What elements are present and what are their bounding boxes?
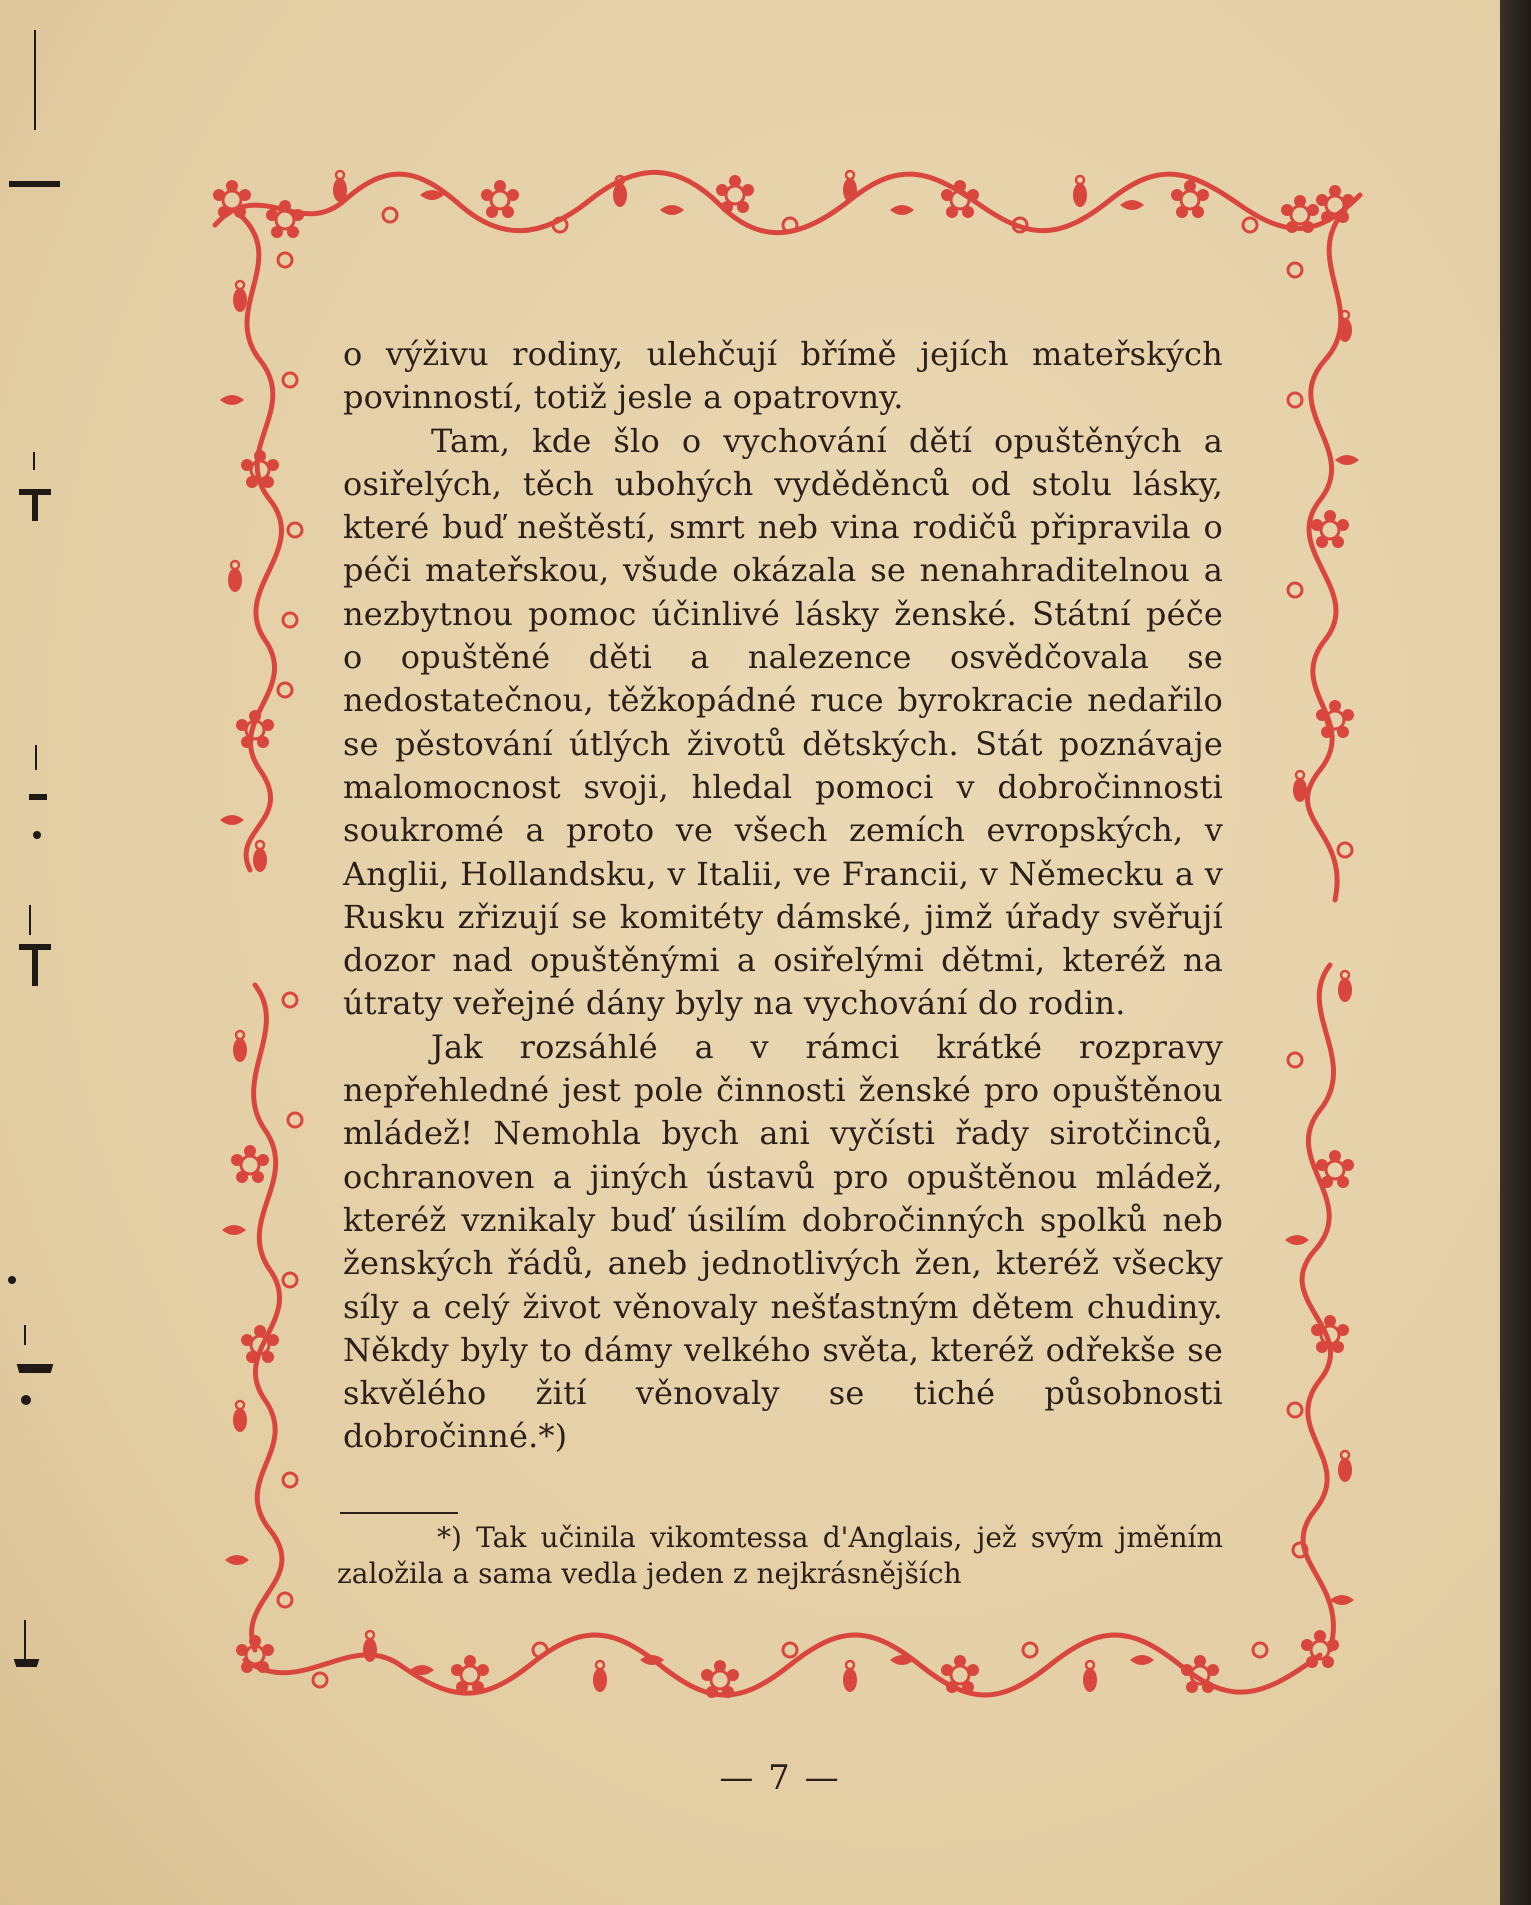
paragraph-2: Tam, kde šlo o vychování dětí opuštěných a osiřelých, těch ubohých vyděděnců od stolu lásky, které buď neštěstí, smrt neb vina rodičů připravila o péči mateřskou, všude okázala se nenahraditelnou a nezbytnou pomoc účinlivé lásky ženské. Státní péče o opuštěné děti a nalezence osvědčovala se nedostatečnou, těžkopádné ruce byrokracie nedařilo se pěstování útlých životů dětských. Stát poznávaje malomocnost svoji, hledal pomoci v dobročinnosti soukromé a proto ve všech zemích evropských, v Anglii, Hollandsku, v Italii, ve Francii, v Německu a v Rusku zřizují se komitéty dámské, jimž úřady svěřují dozor nad opuštěnými a osiřelými dětmi, kteréž na útraty veřejné dány byly na vychování do rodin. — [343, 421, 1223, 1023]
footnote-divider — [340, 1512, 458, 1514]
footnote: *) Tak učinila vikomtessa d'Anglais, jež svým jměním založila a sama vedla jeden z nejkrásnějších — [337, 1521, 1223, 1590]
page-number: — 7 — — [719, 1758, 841, 1798]
scan-edge — [1500, 0, 1531, 1905]
body-text — [343, 333, 1223, 1459]
paragraph-3: Jak rozsáhlé a v rámci krátké rozpravy nepřehledné jest pole činnosti ženské pro opuštěnou mládež! Nemohla bych ani vyčísti řady sirotčinců, ochranoven a jiných ústavů pro opuštěnou mládež, kteréž vznikaly buď úsilím dobročinných spolků neb ženských řádů, aneb jednotlivých žen, kteréž všecky síly a celý život věnovaly nešťastným dětem chudiny. Někdy byly to dámy velkého světa, kteréž odřekše se skvělého žití věnovaly se tiché působnosti dobročinné.*) — [343, 1027, 1223, 1456]
paragraph-1: o výživu rodiny, ulehčují břímě jejích mateřských povinností, totiž jesle a opatrovny. — [343, 335, 1223, 417]
